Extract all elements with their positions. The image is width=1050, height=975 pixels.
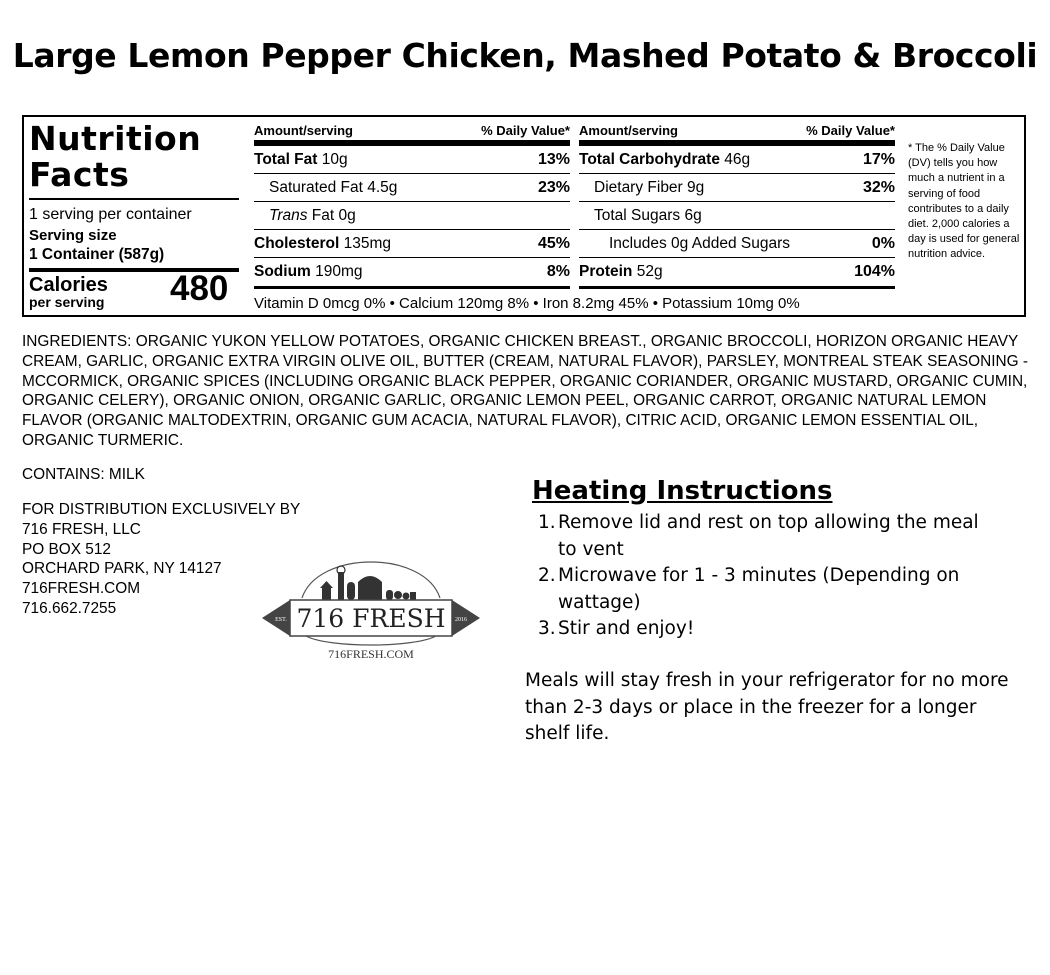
dv-header: % Daily Value*: [806, 123, 895, 138]
calories-sublabel: per serving: [29, 294, 105, 310]
logo-lower-arc: [306, 636, 436, 645]
amount-header: Amount/serving: [254, 123, 353, 138]
distribution-statement: FOR DISTRIBUTION EXCLUSIVELY BY: [22, 501, 301, 518]
nutrition-facts-label: [22, 115, 1026, 317]
serving-size-label: Serving size: [29, 227, 117, 244]
heating-steps: [532, 510, 1002, 643]
dv-header: % Daily Value*: [481, 123, 570, 138]
phone-number: 716.662.7255: [22, 599, 117, 617]
city-state-zip: ORCHARD PARK, NY 14127: [22, 560, 222, 578]
serving-size-value: 1 Container (587g): [29, 246, 165, 263]
nutrient-row-total-fat: Total Fat 10g 13%: [254, 146, 570, 174]
nutrient-row-total-carbohydrate: Total Carbohydrate 46g 17%: [579, 146, 895, 174]
heading-line-2: Facts: [29, 155, 130, 194]
heating-instructions-title: Heating Instructions: [532, 476, 833, 506]
nutrient-row-dietary-fiber: Dietary Fiber 9g 32%: [579, 174, 895, 202]
servings-per-container: 1 serving per container: [29, 206, 192, 223]
website: 716FRESH.COM: [22, 580, 141, 598]
calories-value: 480: [170, 269, 229, 308]
amount-header: Amount/serving: [579, 123, 678, 138]
storage-note: Meals will stay fresh in your refrigerator for no more than 2-3 days or place in the freezer for a longer shelf life.: [525, 670, 1009, 744]
heating-step: 1. Remove lid and rest on top allowing the meal to vent: [538, 512, 979, 560]
logo-url: 716FRESH.COM: [328, 647, 414, 661]
farm-silhouette-icon: [320, 566, 416, 600]
heating-step: 2. Microwave for 1 - 3 minutes (Depending on wattage): [538, 565, 960, 613]
nutrient-row-saturated-fat: Saturated Fat 4.5g 23%: [254, 174, 570, 202]
daily-value-footnote: * The % Daily Value (DV) tells you how much a nutrient in a serving of food contributes to a daily diet. 2,000 calories a day is used for general nutrition advice.: [908, 142, 1020, 261]
nutrient-row-added-sugars: Includes 0g Added Sugars 0%: [579, 230, 895, 258]
logo-est: EST.: [275, 617, 287, 623]
nutrient-row-sodium: Sodium 190mg 8%: [254, 258, 570, 289]
page-title: Large Lemon Pepper Chicken, Mashed Potato & Broccoli: [12, 36, 1038, 75]
company-name: 716 FRESH, LLC: [22, 520, 141, 538]
nutrition-facts-heading: [29, 121, 201, 193]
ingredients-list: INGREDIENTS: ORGANIC YUKON YELLOW POTATOES, ORGANIC CHICKEN BREAST., ORGANIC BROCCOLI, HORIZON ORGANIC HEAVY CREAM, GARLIC, ORGANIC EXTRA VIRGIN OLIVE OIL, BUTTER (CREAM, NATURAL FLAVOR), PARSLEY, MONTREAL STEAK SEASONING - MCCORMICK, ORGANIC SPICES (INCLUDING ORGANIC BLACK PEPPER, ORGANIC CORIANDER, ORGANIC MUSTARD, ORGANIC CUMIN, ORGANIC CELERY), ORGANIC ONION, ORGANIC GARLIC, ORGANIC LEMON PEEL, ORGANIC CARROT, ORGANIC NATURAL LEMON FLAVOR (ORGANIC MALTODEXTRIN, ORGANIC GUM ACACIA, NATURAL FLAVOR), CITRIC ACID, ORGANIC LEMON ESSENTIAL OIL, ORGANIC TURMERIC.: [22, 333, 1028, 449]
heating-instructions: [532, 476, 1002, 643]
nutrient-row-cholesterol: Cholesterol 135mg 45%: [254, 230, 570, 258]
716-fresh-logo: [258, 548, 484, 666]
logo-year: 2016: [455, 617, 467, 623]
nutrient-row-trans-fat: Trans Fat 0g: [254, 202, 570, 230]
allergen-statement: CONTAINS: MILK: [22, 466, 145, 483]
divider: [29, 198, 239, 200]
po-box: PO BOX 512: [22, 540, 111, 558]
heating-step: 3. Stir and enjoy!: [538, 618, 695, 639]
logo-wordmark: 716 FRESH: [296, 604, 446, 633]
heading-line-1: Nutrition: [29, 119, 202, 158]
vitamins-minerals: Vitamin D 0mcg 0% • Calcium 120mg 8% • Iron 8.2mg 45% • Potassium 10mg 0%: [254, 295, 800, 312]
nutrient-row-total-sugars: Total Sugars 6g: [579, 202, 895, 230]
nutrient-row-protein: Protein 52g 104%: [579, 258, 895, 289]
calories-label: Calories: [29, 274, 108, 296]
